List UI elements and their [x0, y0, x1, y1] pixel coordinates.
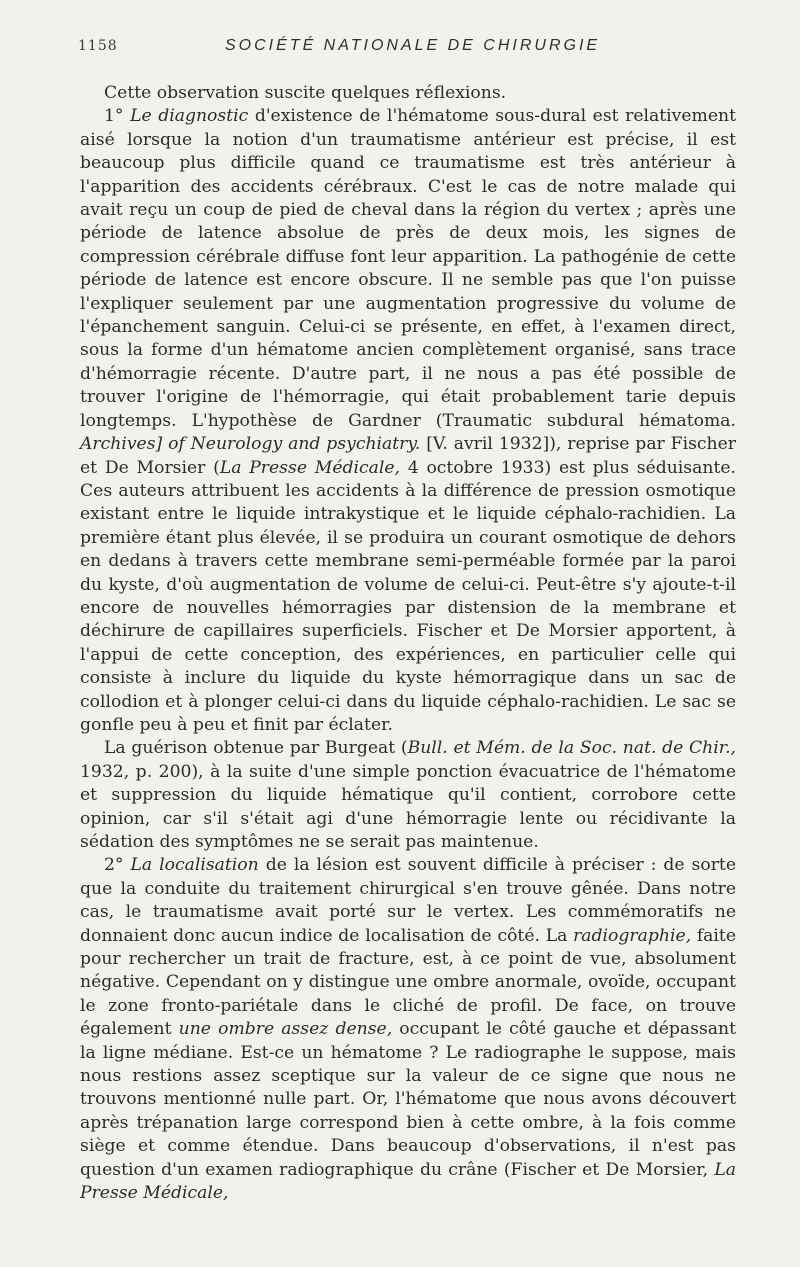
paragraph-diagnostic [80, 105, 736, 737]
body-text [80, 82, 736, 1206]
page-header [80, 38, 736, 60]
paragraph-localisation [80, 854, 736, 1205]
page-number: 1158 [78, 38, 118, 54]
italic-citation: Bull. et Mém. de la Soc. nat. de Chir., [407, 738, 737, 759]
text-run: faite pour rechercher un trait de fracture, est, à ce point de vue, absolument négative. Cependant on y distingue une ombre anormale, ovoïde, occupant le zone fronto-pariétale dans le cliché de profil. De face, on trouve également [80, 925, 736, 1040]
running-title: SOCIÉTÉ NATIONALE DE CHIRURGIE [225, 37, 601, 54]
italic-citation: Archives] of Neurology and psychiatry. [80, 434, 421, 455]
italic-phrase: une ombre assez dense, [178, 1019, 393, 1040]
section-number: 2° [104, 855, 124, 876]
italic-phrase: radiographie, [573, 925, 692, 946]
paragraph-intro: Cette observation suscite quelques réflexions. [104, 83, 507, 103]
text-run: 4 octobre 1933) est plus séduisante. Ces auteurs attribuent les accidents à la différence de pression osmotique existant entre le liquide intrakystique et le liquide céphalo-rachidien. La première étant plus élevée, il se produira un courant osmotique de dehors en dedans à travers cette membrane semi-perméable formée par la paroi du kyste, d'où augmentation de volume de celui-ci. Peut-être s'y ajoute-t-il encore de nouvelles hémorragies par distension de la membrane et déchirure de capillaires superficiels. Fischer et De Morsier apportent, à l'appui de cette conception, des expériences, en particulier celle qui consiste à inclure du liquide du kyste hémorragique dans un sac de collodion et à plonger celui-ci dans du liquide céphalo-rachidien. Le sac se gonfle peu à peu et finit par éclater. [80, 457, 736, 735]
section-number: 1° [104, 106, 124, 127]
text-run: de la lésion est souvent difficile à préciser : de sorte que la conduite du traitement chirurgical s'en trouve gênée. Dans notre cas, le traumatisme avait porté sur le vertex. Les commémoratifs ne donnaient donc aucun indice de localisation de côté. La [80, 855, 737, 946]
italic-phrase: Le diagnostic [130, 106, 249, 127]
text-run: 1932, p. 200), à la suite d'une simple ponction évacuatrice de l'hématome et suppression du liquide hématique qu'il contient, corrobore cette opinion, car s'il s'était agi d'une hémorragie lente ou récidivante la sédation des symptômes ne se serait pas maintenue. [80, 761, 736, 852]
text-run: [V. avril 1932]), reprise par Fischer et De Morsier ( [80, 434, 737, 478]
text-run: d'existence de l'hématome sous-dural est relativement aisé lorsque la notion d'un traumatisme antérieur est précise, il est beaucoup plus difficile quand ce traumatisme est très antérieur à l'apparition des accidents cérébraux. C'est le cas de notre malade qui avait reçu un coup de pied de cheval dans la région du vertex ; après une période de latence absolue de près de deux mois, les signes de compression cérébrale diffuse font leur apparition. La pathogénie de cette période de latence est encore obscure. Il ne semble pas que l'on puisse l'expliquer seulement par une augmentation progressive du volume de l'épanchement sanguin. Celui-ci se présente, en effet, à l'examen direct, sous la forme d'un hématome ancien complètement organisé, sans trace d'hémorragie récente. D'autre part, il ne nous a pas été possible de trouver l'origine de l'hémorragie, qui était probablement tarie depuis longtemps. L'hypothèse de Gardner (Traumatic subdural hématoma. [80, 106, 736, 431]
italic-citation: La Presse Médicale, [80, 1159, 736, 1204]
text-run: La guérison obtenue par Burgeat ( [104, 738, 408, 759]
italic-phrase: La localisation [130, 855, 259, 876]
paragraph-guerison [80, 737, 736, 854]
italic-citation: La Presse Médicale, [219, 457, 401, 478]
text-run: occupant le côté gauche et dépassant la ligne médiane. Est-ce un hématome ? Le radiographe le suppose, mais nous restions assez sceptique sur la valeur de ce signe que nous ne trouvons mentionné nulle part. Or, l'hématome que nous avons découvert après trépanation large correspond bien à cette ombre, à la fois comme siège et comme étendue. Dans beaucoup d'observations, il n'est pas question d'un examen radiographique du crâne (Fischer et De Morsier, [80, 1019, 737, 1180]
